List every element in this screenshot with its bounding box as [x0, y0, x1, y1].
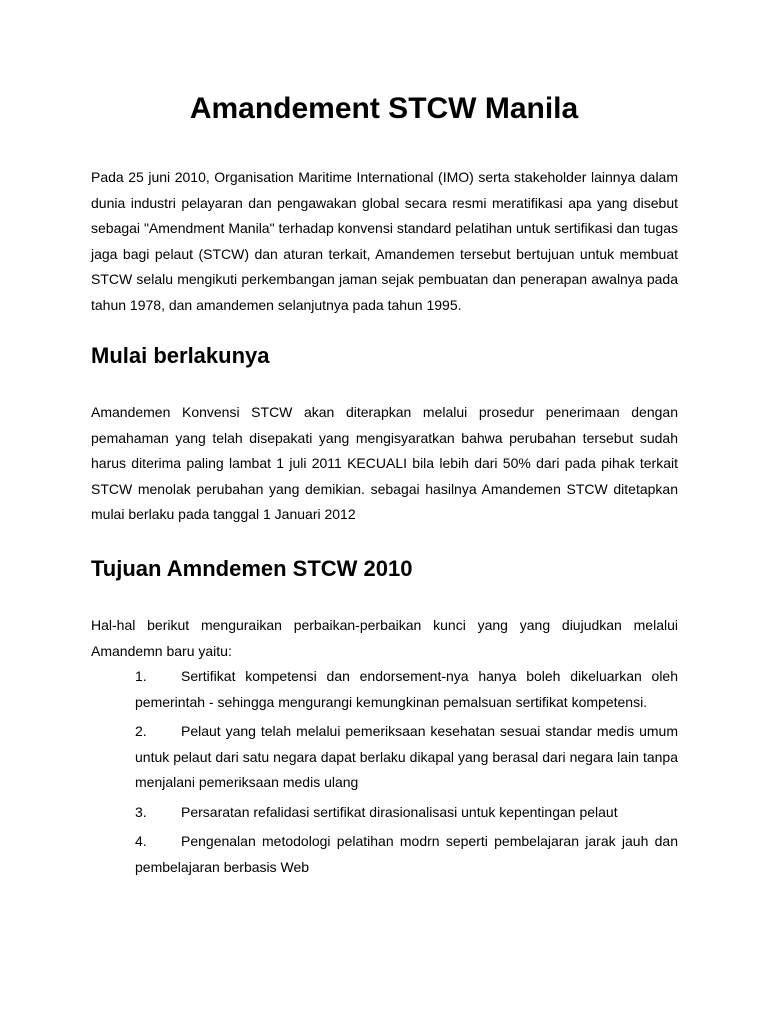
list-item-text: Sertifikat kompetensi dan endorsement-nya hanya boleh dikeluarkan oleh pemerintah - sehingga mengurangi kemungkinan pemalsuan sertifikat kompetensi. [135, 668, 678, 710]
list-item-number: 2. [135, 723, 147, 739]
tujuan-list [135, 664, 678, 884]
list-item-number: 3. [135, 803, 147, 820]
section-paragraph-tujuan: Hal-hal berikut menguraikan perbaikan-perbaikan kunci yang yang diujudkan melalui Amandemn baru yaitu: [91, 617, 678, 659]
list-item-number: 4. [135, 833, 147, 849]
list-item-text: Pengenalan metodologi pelatihan modrn seperti pembelajaran jarak jauh dan pembelajaran berbasis Web [135, 833, 678, 875]
section-heading-tujuan: Tujuan Amndemen STCW 2010 [91, 556, 413, 581]
list-item [135, 719, 678, 796]
list-item-text: Pelaut yang telah melalui pemeriksaan kesehatan sesuai standar medis umum untuk pelaut dari satu negara dapat berlaku dikapal yang berasal dari negara lain tanpa menjalani pemeriksaan medis ulang [135, 723, 678, 790]
list-item [135, 829, 678, 880]
section-heading-mulai-berlakunya: Mulai berlakunya [91, 343, 270, 368]
document-title: Amandement STCW Manila [189, 92, 579, 125]
intro-paragraph: Pada 25 juni 2010, Organisation Maritime International (IMO) serta stakeholder lainnya dalam dunia industri pelayaran dan pengawakan global secara resmi meratifikasi apa yang disebut sebagai "Amendment Manila" terhadap konvensi standard pelatihan untuk sertifikasi dan tugas jaga bagi pelaut (STCW) dan aturan terkait, Amandemen tersebut bertujuan untuk membuat STCW selalu mengikuti perkembangan jaman sejak pembuatan dan penerapan awalnya pada tahun 1978, dan amandemen selanjutnya pada tahun 1995. [91, 169, 678, 313]
list-item-number: 1. [135, 668, 147, 684]
list-item [135, 800, 678, 826]
list-item [135, 664, 678, 715]
list-item-text: Persaratan refalidasi sertifikat dirasionalisasi untuk kepentingan pelaut [181, 803, 618, 820]
section-paragraph-mulai-berlakunya: Amandemen Konvensi STCW akan diterapkan melalui prosedur penerimaan dengan pemahaman yang telah disepakati yang mengisyaratkan bahwa perubahan tersebut sudah harus diterima paling lambat 1 juli 2011 KECUALI bila lebih dari 50% dari pada pihak terkait STCW menolak perubahan yang demikian. sebagai hasilnya Amandemen STCW ditetapkan mulai berlaku pada tanggal 1 Januari 2012 [91, 404, 678, 522]
